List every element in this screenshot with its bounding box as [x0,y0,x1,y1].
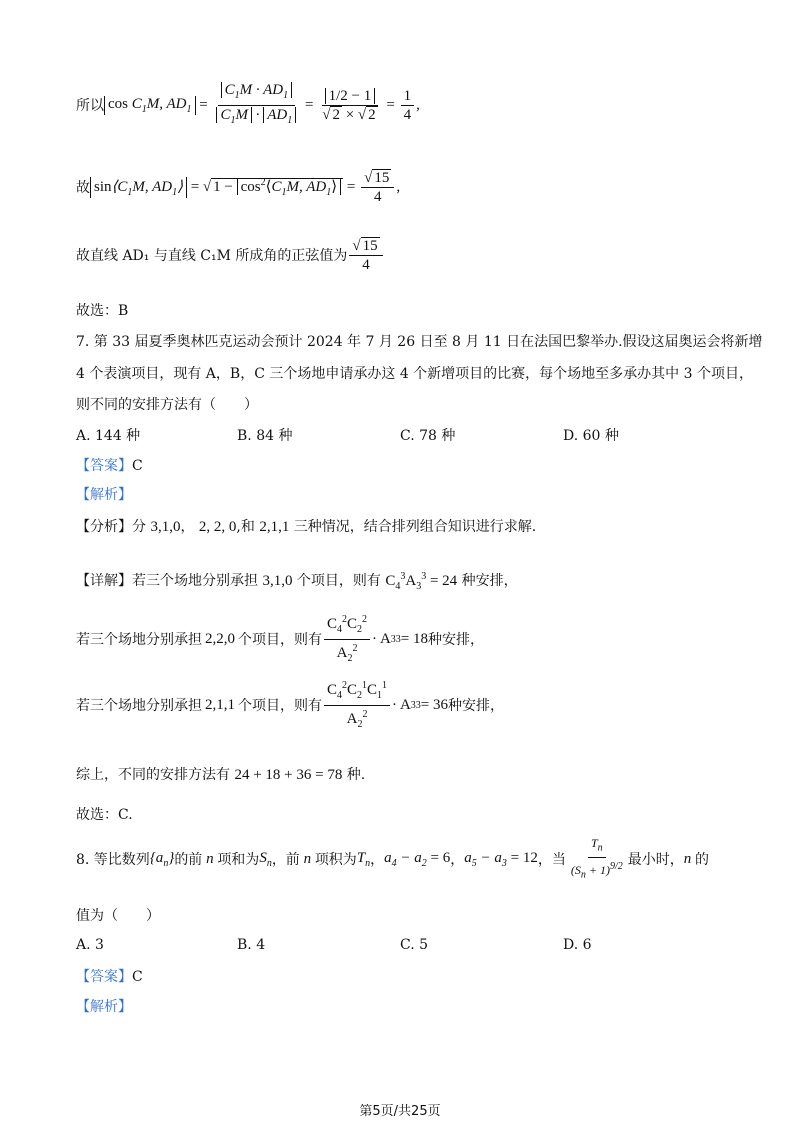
xj2-formula: $\frac{C_4^2C_2^2}{A_2^2}$ · A 3 3 = 18 [322,611,428,668]
q7-summary-line [76,764,365,784]
q7-line3: 则不同的安排方法有（ ） [76,397,258,413]
q8-option-a: A. 3 [76,937,104,953]
q8-text-c: 项和为 [217,852,260,868]
q7-option-d: D. 60 种 [563,428,619,444]
case-211-b: 2,1,1 [205,696,235,713]
sol6-answer: 故选：B [76,303,129,319]
q8-answer-line [76,966,143,986]
q8-text-d: ，前 [271,852,300,868]
q7-option-c: C. 78 种 [400,428,456,444]
answer-tag: 【答案】 [76,458,132,474]
conclusion-line [76,234,385,276]
q8-answer-tag: 【答案】 [76,969,132,985]
cond-2: $a_5 - a_3 = 12$ [464,849,538,869]
conclusion-fraction: $\frac{√ 15}{4}$ [349,237,382,274]
case-220-b: 2,2,0 [205,630,235,647]
q7-line2: 4 个表演项目，现有 A，B，C 三个场地申请承办这 4 个新增项目的比赛，每个场地至多承办其中 3 个项目， [76,366,753,382]
case-220: 2, 2, 0 [198,519,237,535]
xj3-formula: $\frac{C_4^2C_2^1C_1^1}{A_2^2}$ · A 3 3 = 36 [322,677,448,734]
xiangjie-tag: 【详解】 [76,573,132,589]
cond-1: $a_4 - a_2 = 6$ [384,849,451,869]
q8-text-a: 8. 等比数列 [76,852,150,868]
q8-text-e: 项积为 [314,852,357,868]
conclusion-text: 故直线 AD₁ 与直线 C₁M 所成角的正弦值为 [76,248,348,264]
q8-text-j: 的 [694,852,709,868]
q7-analysis-tag: 【解析】 [76,487,132,503]
var-n-2: n [299,850,315,867]
answer-value: C [132,458,143,474]
xj2-text-a: 若三个场地分别承担 [76,632,202,648]
xj2-text-b: 个项目，则有 [238,632,322,648]
xj3-text-b: 个项目，则有 [238,698,322,714]
q7-option-b: B. 84 种 [237,428,293,444]
page-footer: 第5页/共25页 [359,1104,441,1119]
cos-line [76,70,420,140]
xj2-text-c: 种安排， [428,632,484,648]
q7-option-a: A. 144 种 [76,428,141,444]
case-310-b: 3,1,0 [262,573,293,589]
q7-xiangjie-line2 [76,614,484,664]
q8-option-d: D. 6 [563,937,592,953]
summary-text-a: 综上，不同的安排方法有 [76,767,230,783]
var-tn: $T_n$ [356,849,371,869]
case-211: 2,1,1 [259,519,290,535]
case-310: 3,1,0 [150,519,181,535]
q8-line1 [76,836,709,882]
q8-line2: 值为（ ） [76,908,160,924]
q8-text-f: ， [370,852,385,868]
summary-text-b: 种. [346,767,366,783]
cos-prefix: 所以 [76,98,104,114]
xj1-formula: $C_4^3A_3^3 = 24$ [385,571,458,592]
sin-prefix: 故 [76,180,90,196]
var-n-3: n [683,850,695,867]
q7-xiangjie-line3 [76,680,504,730]
fenxi-text-a: 分 [132,519,146,535]
q8-option-b: B. 4 [237,937,266,953]
xj3-text-a: 若三个场地分别承担 [76,698,202,714]
fenxi-text-d: 三种情况，结合排列组合知识进行求解. [293,519,537,535]
sin-line [76,165,400,209]
q8-text-g: ， [450,852,465,868]
xj1-text-c: 种安排， [461,573,518,589]
q8-option-c: C. 5 [400,937,429,953]
q7-answer-line [76,455,143,475]
fenxi-tag: 【分析】 [76,519,132,535]
var-sn: $S_n$ [259,849,272,869]
q8-answer-value: C [132,969,143,985]
q7-choose: 故选：C. [76,807,133,823]
seq-an: $\{a_n\}$ [149,849,175,869]
q8-analysis-tag: 【解析】 [76,999,132,1015]
q7-fenxi-line [76,516,536,536]
fenxi-text-c: ,和 [236,519,255,535]
q7-line1: 7. 第 33 届夏季奥林匹克运动会预计 2024 年 7 月 26 日至 8 月 11 日在法国巴黎举办.假设这届奥运会将新增 [76,334,763,350]
q7-xiangjie-line1 [76,570,518,592]
sin-formula: $\sin⟨C_1M$, $AD_1⟩$ = √ $1 - \cos^2⟨C_1M$, $AD_1⟩$ = $\frac{√ 15}{4}$ , [90,169,400,206]
xj1-text-b: 个项目，则有 [296,573,381,589]
cos-formula: $\cos C_1M$, $AD_1$ = $\frac{C_1M \cdot AD_1}{C_1M \cdot AD_1}$ = $\frac{1/2 - 1}{√ 2 \times √ 2}$ = $\frac{1}{4}$ , [104,81,420,130]
q8-fraction: $\frac{T_n}{(S_n + 1)^{9/2}}$ [570,835,623,881]
q8-text-h: ，当 [537,852,566,868]
xj1-text-a: 若三个场地分别承担 [132,573,258,589]
summary-formula: 24 + 18 + 36 = 78 [234,767,343,783]
var-n: n [202,850,218,867]
xj3-text-c: 种安排， [448,698,505,714]
q8-text-i: 最小时， [627,852,684,868]
q8-text-b: 的前 [174,852,203,868]
fenxi-text-b: ， [180,519,195,535]
